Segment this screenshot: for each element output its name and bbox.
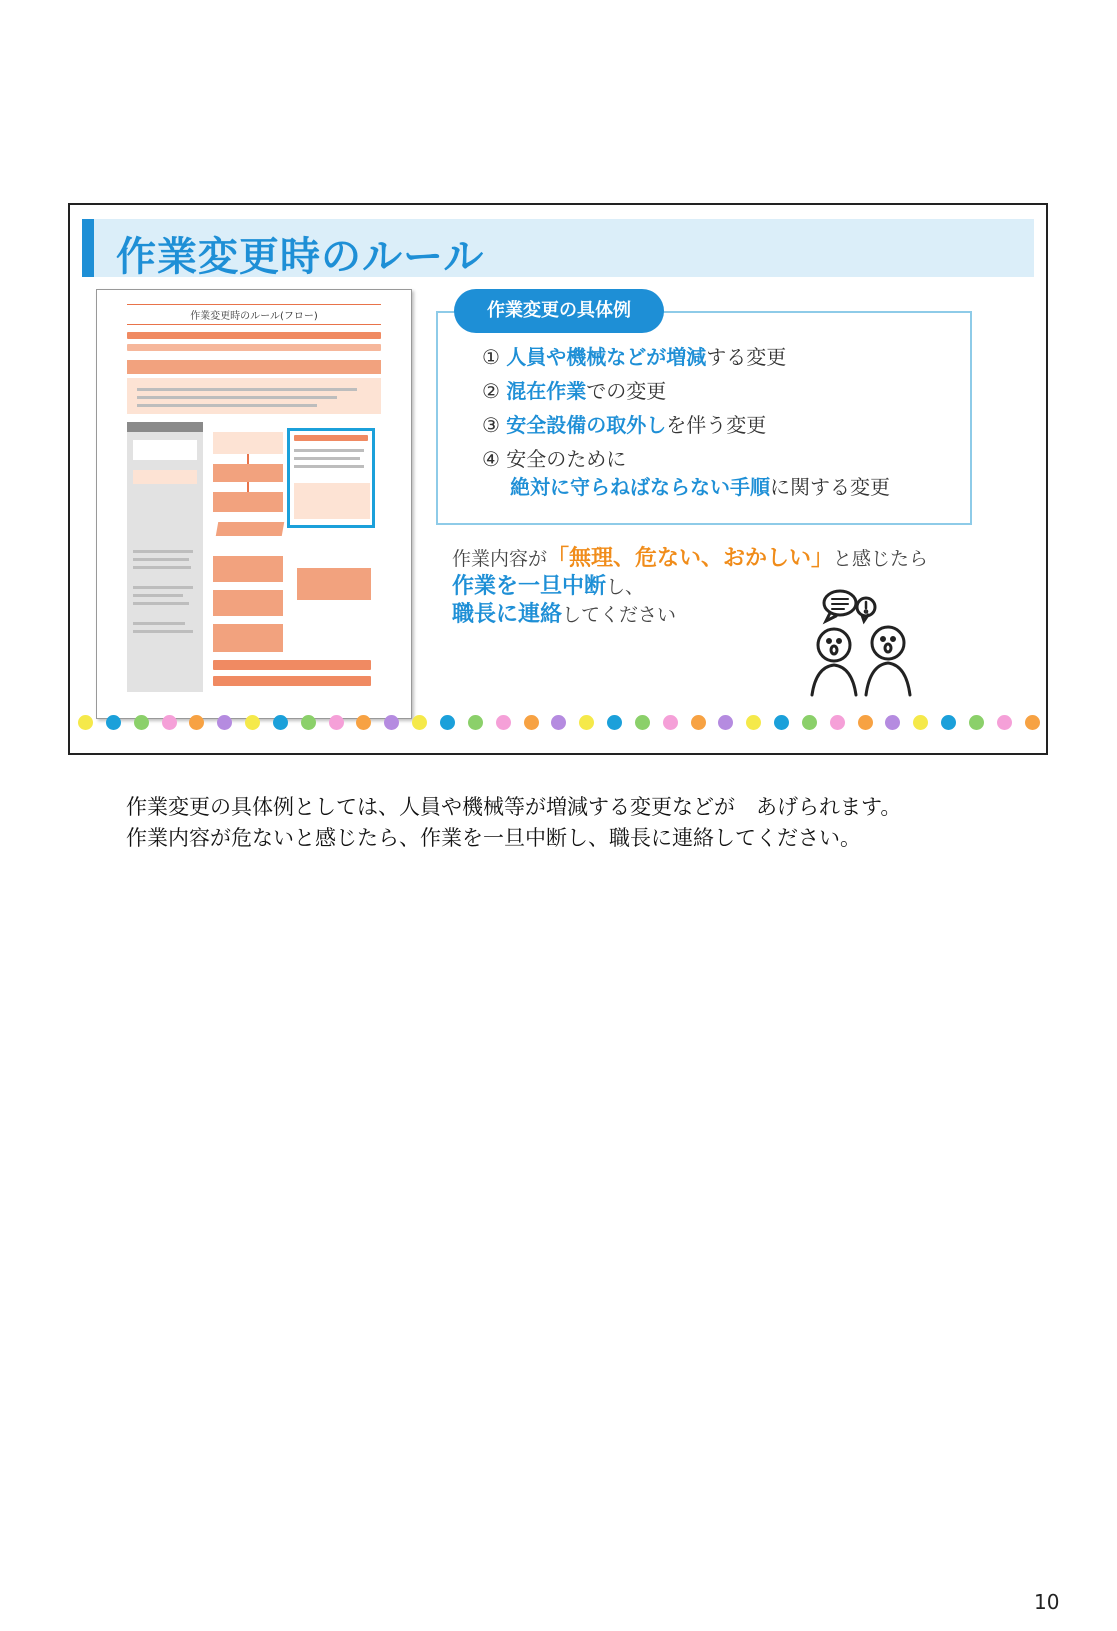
title-accent-bar [82, 219, 94, 277]
decorative-dot [858, 715, 873, 730]
decorative-dot [412, 715, 427, 730]
two-people-talking-icon [802, 587, 922, 697]
decorative-dot [941, 715, 956, 730]
decorative-dot-row [78, 713, 1040, 731]
decorative-dot [356, 715, 371, 730]
decorative-dot [384, 715, 399, 730]
decorative-dot [579, 715, 594, 730]
decorative-dot [162, 715, 177, 730]
example-badge: 作業変更の具体例 [454, 289, 664, 333]
decorative-dot [524, 715, 539, 730]
decorative-dot [329, 715, 344, 730]
caption-line-2: 作業内容が危ないと感じたら、作業を一旦中断し、職長に連絡してください。 [126, 826, 861, 850]
example-item-3: ③ 安全設備の取外しを伴う変更 [482, 413, 767, 437]
slide-title-bar [82, 219, 1034, 280]
decorative-dot [551, 715, 566, 730]
flow-document-title: 作業変更時のルール(フロー) [127, 304, 381, 325]
example-item-2: ② 混在作業での変更 [482, 379, 667, 403]
decorative-dot [134, 715, 149, 730]
decorative-dot [301, 715, 316, 730]
decorative-dot [635, 715, 650, 730]
slide [68, 203, 1048, 755]
page-number: 10 [1034, 1590, 1060, 1614]
decorative-dot [691, 715, 706, 730]
decorative-dot [885, 715, 900, 730]
example-item-1: ① 人員や機械などが増減する変更 [482, 345, 787, 369]
flow-document-thumbnail [96, 289, 412, 719]
decorative-dot [718, 715, 733, 730]
decorative-dot [663, 715, 678, 730]
decorative-dot [245, 715, 260, 730]
decorative-dot [106, 715, 121, 730]
decorative-dot [969, 715, 984, 730]
decorative-dot [997, 715, 1012, 730]
slide-title: 作業変更時のルール [116, 234, 485, 280]
caption-line-1: 作業変更の具体例としては、人員や機械等が増減する変更などが あげられます。 [126, 795, 902, 819]
decorative-dot [496, 715, 511, 730]
message-line-3: 職長に連絡してください [452, 602, 677, 627]
decorative-dot [78, 715, 93, 730]
example-item-4: ④ 安全のために 絶対に守らねばならない手順に関する変更 [482, 447, 890, 499]
decorative-dot [468, 715, 483, 730]
decorative-dot [830, 715, 845, 730]
decorative-dot [607, 715, 622, 730]
decorative-dot [217, 715, 232, 730]
decorative-dot [774, 715, 789, 730]
decorative-dot [1025, 715, 1040, 730]
caption [126, 792, 901, 854]
decorative-dot [273, 715, 288, 730]
message-line-2: 作業を一旦中断し、 [452, 574, 645, 599]
decorative-dot [802, 715, 817, 730]
decorative-dot [440, 715, 455, 730]
decorative-dot [189, 715, 204, 730]
message-line-1: 作業内容が「無理、危ない、おかしい」と感じたら [452, 546, 929, 571]
decorative-dot [913, 715, 928, 730]
decorative-dot [746, 715, 761, 730]
